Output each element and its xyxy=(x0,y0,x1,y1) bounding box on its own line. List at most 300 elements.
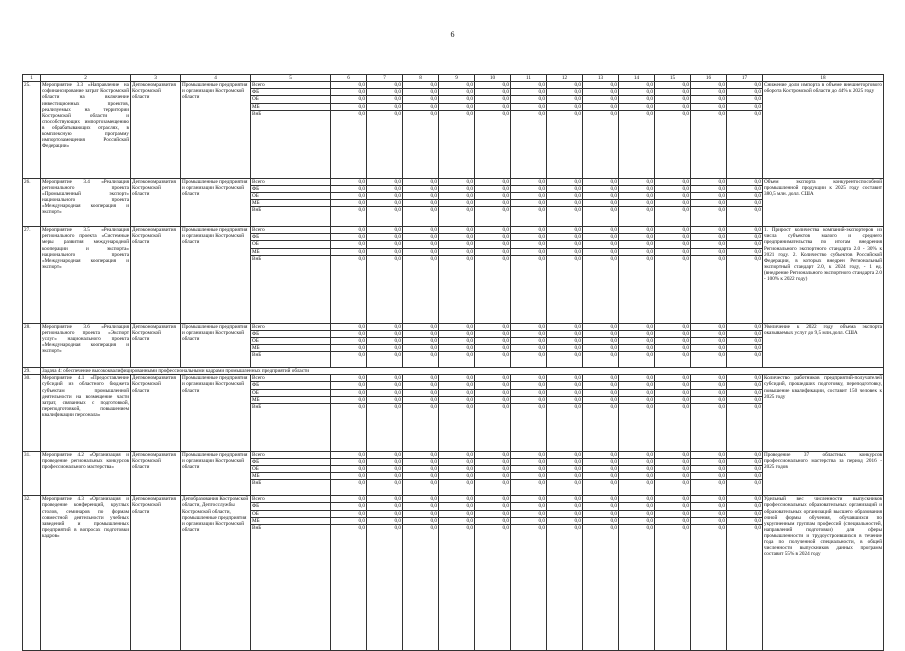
amount-cell: 0,0 xyxy=(511,496,547,503)
amount-cell: 0,0 xyxy=(583,396,619,403)
amount-cell: 0,0 xyxy=(655,496,691,503)
amount-cell: 0,0 xyxy=(619,96,655,103)
amount-cell: 0,0 xyxy=(367,234,403,241)
activity-cell: Мероприятие 4.1 «Предоставление субсидий из областного бюджета субъектам промышленной деятельности на возмещение части затрат, связанных с подготовкой, переподготовкой, повышением квалификации персонала» xyxy=(41,375,131,452)
amount-cell: 0,0 xyxy=(727,323,763,330)
task-row xyxy=(23,368,884,375)
amount-cell: 0,0 xyxy=(691,96,727,103)
amount-cell: 0,0 xyxy=(511,524,547,650)
amount-cell: 0,0 xyxy=(439,178,475,185)
amount-cell: 0,0 xyxy=(619,178,655,185)
amount-cell: 0,0 xyxy=(511,375,547,382)
amount-cell: 0,0 xyxy=(475,185,511,192)
amount-cell: 0,0 xyxy=(727,178,763,185)
amount-cell: 0,0 xyxy=(403,89,439,96)
amount-cell: 0,0 xyxy=(691,375,727,382)
amount-cell: 0,0 xyxy=(367,241,403,248)
amount-cell: 0,0 xyxy=(691,248,727,255)
amount-cell: 0,0 xyxy=(619,345,655,352)
amount-cell: 0,0 xyxy=(511,480,547,496)
amount-cell: 0,0 xyxy=(727,389,763,396)
amount-cell: 0,0 xyxy=(475,234,511,241)
column-header: 15 xyxy=(655,75,691,82)
amount-cell: 0,0 xyxy=(403,517,439,524)
amount-cell: 0,0 xyxy=(691,466,727,473)
amount-cell: 0,0 xyxy=(475,255,511,323)
amount-cell: 0,0 xyxy=(655,248,691,255)
funding-source: ВнБ xyxy=(251,480,331,496)
amount-cell: 0,0 xyxy=(367,110,403,178)
amount-cell: 0,0 xyxy=(619,234,655,241)
row-number: 25. xyxy=(23,82,41,179)
amount-cell: 0,0 xyxy=(655,178,691,185)
amount-cell: 0,0 xyxy=(511,466,547,473)
amount-cell: 0,0 xyxy=(619,255,655,323)
amount-cell: 0,0 xyxy=(547,451,583,458)
amount-cell: 0,0 xyxy=(511,458,547,465)
amount-cell: 0,0 xyxy=(403,241,439,248)
amount-cell: 0,0 xyxy=(511,192,547,199)
amount-cell: 0,0 xyxy=(691,337,727,344)
amount-cell: 0,0 xyxy=(547,192,583,199)
funding-source: ВнБ xyxy=(251,524,331,650)
amount-cell: 0,0 xyxy=(439,496,475,503)
funding-source: ФБ xyxy=(251,185,331,192)
funding-source: Всего xyxy=(251,451,331,458)
amount-cell: 0,0 xyxy=(439,375,475,382)
amount-cell: 0,0 xyxy=(655,524,691,650)
amount-cell: 0,0 xyxy=(439,466,475,473)
amount-cell: 0,0 xyxy=(475,248,511,255)
column-header: 16 xyxy=(691,75,727,82)
amount-cell: 0,0 xyxy=(475,389,511,396)
amount-cell: 0,0 xyxy=(619,403,655,451)
result-cell: Снижение доли импорта в объеме внешнеторгового оборота Костромской области до 44% к 2025 году xyxy=(763,82,884,179)
amount-cell: 0,0 xyxy=(619,503,655,510)
amount-cell: 0,0 xyxy=(727,200,763,207)
amount-cell: 0,0 xyxy=(475,192,511,199)
column-header: 13 xyxy=(583,75,619,82)
funding-source: ФБ xyxy=(251,458,331,465)
column-header: 10 xyxy=(475,75,511,82)
amount-cell: 0,0 xyxy=(403,473,439,480)
amount-cell: 0,0 xyxy=(655,185,691,192)
amount-cell: 0,0 xyxy=(619,517,655,524)
amount-cell: 0,0 xyxy=(547,200,583,207)
amount-cell: 0,0 xyxy=(655,323,691,330)
amount-cell: 0,0 xyxy=(619,496,655,503)
amount-cell: 0,0 xyxy=(583,496,619,503)
amount-cell: 0,0 xyxy=(691,227,727,234)
row-number: 31. xyxy=(23,451,41,496)
task-number: 29. xyxy=(23,368,41,375)
amount-cell: 0,0 xyxy=(691,503,727,510)
amount-cell: 0,0 xyxy=(403,207,439,227)
amount-cell: 0,0 xyxy=(727,466,763,473)
result-cell: Проведение 37 областных конкурсов профессионального мастерства за период 2016 - 2025 годов xyxy=(763,451,884,496)
amount-cell: 0,0 xyxy=(331,375,367,382)
amount-cell: 0,0 xyxy=(655,82,691,89)
page-number: 6 xyxy=(450,30,455,39)
funding-source: ФБ xyxy=(251,382,331,389)
amount-cell: 0,0 xyxy=(403,192,439,199)
amount-cell: 0,0 xyxy=(331,200,367,207)
amount-cell: 0,0 xyxy=(583,466,619,473)
amount-cell: 0,0 xyxy=(439,192,475,199)
amount-cell: 0,0 xyxy=(655,480,691,496)
amount-cell: 0,0 xyxy=(583,458,619,465)
amount-cell: 0,0 xyxy=(547,382,583,389)
amount-cell: 0,0 xyxy=(655,337,691,344)
amount-cell: 0,0 xyxy=(619,89,655,96)
amount-cell: 0,0 xyxy=(583,524,619,650)
amount-cell: 0,0 xyxy=(727,375,763,382)
executor-cell: Депэкономразвития Костромской области xyxy=(131,82,181,179)
amount-cell: 0,0 xyxy=(583,382,619,389)
amount-cell: 0,0 xyxy=(691,82,727,89)
amount-cell: 0,0 xyxy=(439,345,475,352)
amount-cell: 0,0 xyxy=(475,517,511,524)
amount-cell: 0,0 xyxy=(475,207,511,227)
column-header: 8 xyxy=(403,75,439,82)
amount-cell: 0,0 xyxy=(511,451,547,458)
column-header: 2 xyxy=(41,75,131,82)
amount-cell: 0,0 xyxy=(511,255,547,323)
amount-cell: 0,0 xyxy=(727,458,763,465)
column-header: 5 xyxy=(251,75,331,82)
amount-cell: 0,0 xyxy=(331,96,367,103)
amount-cell: 0,0 xyxy=(547,503,583,510)
funding-source: ФБ xyxy=(251,89,331,96)
amount-cell: 0,0 xyxy=(331,524,367,650)
participant-cell: Промышленные предприятия и организации Костромской области xyxy=(181,375,251,452)
column-header: 1 xyxy=(23,75,41,82)
amount-cell: 0,0 xyxy=(511,473,547,480)
row-number: 27. xyxy=(23,227,41,324)
amount-cell: 0,0 xyxy=(727,248,763,255)
amount-cell: 0,0 xyxy=(475,396,511,403)
amount-cell: 0,0 xyxy=(403,337,439,344)
amount-cell: 0,0 xyxy=(475,524,511,650)
amount-cell: 0,0 xyxy=(511,241,547,248)
amount-cell: 0,0 xyxy=(511,352,547,368)
amount-cell: 0,0 xyxy=(619,375,655,382)
amount-cell: 0,0 xyxy=(511,330,547,337)
activity-cell: Мероприятие 3.3 «Направление на софинансирование затрат Костромской области на включение инвестиционных проектов, реализуемых на территории Костромской области и способствующих импортозамещению в обрабатывающих отраслях, в комплексную программу импортозамещения Российской Федерации» xyxy=(41,82,131,179)
amount-cell: 0,0 xyxy=(655,403,691,451)
amount-cell: 0,0 xyxy=(367,185,403,192)
amount-cell: 0,0 xyxy=(727,192,763,199)
amount-cell: 0,0 xyxy=(511,396,547,403)
amount-cell: 0,0 xyxy=(475,96,511,103)
amount-cell: 0,0 xyxy=(367,96,403,103)
amount-cell: 0,0 xyxy=(655,451,691,458)
amount-cell: 0,0 xyxy=(547,496,583,503)
amount-cell: 0,0 xyxy=(727,330,763,337)
amount-cell: 0,0 xyxy=(331,503,367,510)
amount-cell: 0,0 xyxy=(403,396,439,403)
amount-cell: 0,0 xyxy=(583,110,619,178)
amount-cell: 0,0 xyxy=(727,503,763,510)
amount-cell: 0,0 xyxy=(439,473,475,480)
amount-cell: 0,0 xyxy=(583,330,619,337)
amount-cell: 0,0 xyxy=(331,234,367,241)
column-header: 18 xyxy=(763,75,884,82)
amount-cell: 0,0 xyxy=(727,110,763,178)
amount-cell: 0,0 xyxy=(547,330,583,337)
amount-cell: 0,0 xyxy=(691,451,727,458)
amount-cell: 0,0 xyxy=(619,192,655,199)
amount-cell: 0,0 xyxy=(331,110,367,178)
amount-cell: 0,0 xyxy=(475,82,511,89)
amount-cell: 0,0 xyxy=(727,451,763,458)
column-header: 12 xyxy=(547,75,583,82)
amount-cell: 0,0 xyxy=(475,352,511,368)
amount-cell: 0,0 xyxy=(439,503,475,510)
amount-cell: 0,0 xyxy=(331,451,367,458)
amount-cell: 0,0 xyxy=(331,473,367,480)
amount-cell: 0,0 xyxy=(403,103,439,110)
amount-cell: 0,0 xyxy=(655,200,691,207)
amount-cell: 0,0 xyxy=(655,255,691,323)
column-header: 7 xyxy=(367,75,403,82)
result-cell: 1. Прирост количества компаний-экспортеров из числа субъектов малого и среднего предпринимательства по итогам внедрения Регионального экспортного стандарта 2.0 - 30% к 2021 году. 2. Количество субъектов Российской Федерации, в которых внедрен Региональный экспортный стандарт 2.0, к 2024 году, - 1 ед. (внедрение Регионального экспортного стандарта 2.0 - 100% к 2022 году) xyxy=(763,227,884,324)
funding-source: Всего xyxy=(251,323,331,330)
amount-cell: 0,0 xyxy=(331,382,367,389)
amount-cell: 0,0 xyxy=(547,207,583,227)
funding-source: ОБ xyxy=(251,389,331,396)
amount-cell: 0,0 xyxy=(475,458,511,465)
funding-source: МБ xyxy=(251,473,331,480)
amount-cell: 0,0 xyxy=(439,517,475,524)
amount-cell: 0,0 xyxy=(511,110,547,178)
column-header: 11 xyxy=(511,75,547,82)
amount-cell: 0,0 xyxy=(439,458,475,465)
amount-cell: 0,0 xyxy=(691,103,727,110)
amount-cell: 0,0 xyxy=(331,185,367,192)
amount-cell: 0,0 xyxy=(583,234,619,241)
amount-cell: 0,0 xyxy=(583,323,619,330)
amount-cell: 0,0 xyxy=(619,185,655,192)
activity-cell: Мероприятие 3.4 «Реализация регионального проекта «Промышленный экспорт» национального проекта «Международная кооперация и экспорт» xyxy=(41,178,131,227)
amount-cell: 0,0 xyxy=(511,103,547,110)
funding-source: ВнБ xyxy=(251,352,331,368)
amount-cell: 0,0 xyxy=(475,403,511,451)
amount-cell: 0,0 xyxy=(367,403,403,451)
amount-cell: 0,0 xyxy=(619,207,655,227)
amount-cell: 0,0 xyxy=(475,345,511,352)
amount-cell: 0,0 xyxy=(691,496,727,503)
amount-cell: 0,0 xyxy=(727,89,763,96)
amount-cell: 0,0 xyxy=(367,466,403,473)
amount-cell: 0,0 xyxy=(511,337,547,344)
amount-cell: 0,0 xyxy=(691,510,727,517)
amount-cell: 0,0 xyxy=(403,375,439,382)
table-row xyxy=(23,451,884,458)
amount-cell: 0,0 xyxy=(475,451,511,458)
funding-source: ОБ xyxy=(251,466,331,473)
amount-cell: 0,0 xyxy=(547,524,583,650)
amount-cell: 0,0 xyxy=(367,451,403,458)
amount-cell: 0,0 xyxy=(655,330,691,337)
amount-cell: 0,0 xyxy=(475,503,511,510)
amount-cell: 0,0 xyxy=(331,403,367,451)
amount-cell: 0,0 xyxy=(403,345,439,352)
result-cell: Объем экспорта конкурентоспособной промышленной продукции к 2025 году составит 380,5 млн. долл. США xyxy=(763,178,884,227)
amount-cell: 0,0 xyxy=(619,510,655,517)
amount-cell: 0,0 xyxy=(655,352,691,368)
amount-cell: 0,0 xyxy=(331,103,367,110)
amount-cell: 0,0 xyxy=(655,503,691,510)
executor-cell: Депэкономразвития Костромской области xyxy=(131,496,181,651)
executor-cell: Депэкономразвития Костромской области xyxy=(131,178,181,227)
amount-cell: 0,0 xyxy=(367,458,403,465)
amount-cell: 0,0 xyxy=(583,103,619,110)
amount-cell: 0,0 xyxy=(403,403,439,451)
amount-cell: 0,0 xyxy=(583,96,619,103)
amount-cell: 0,0 xyxy=(691,396,727,403)
executor-cell: Депэкономразвития Костромской области xyxy=(131,451,181,496)
amount-cell: 0,0 xyxy=(583,352,619,368)
amount-cell: 0,0 xyxy=(691,110,727,178)
amount-cell: 0,0 xyxy=(691,458,727,465)
amount-cell: 0,0 xyxy=(367,255,403,323)
amount-cell: 0,0 xyxy=(547,473,583,480)
amount-cell: 0,0 xyxy=(439,352,475,368)
amount-cell: 0,0 xyxy=(403,496,439,503)
amount-cell: 0,0 xyxy=(475,110,511,178)
amount-cell: 0,0 xyxy=(475,510,511,517)
amount-cell: 0,0 xyxy=(403,458,439,465)
amount-cell: 0,0 xyxy=(403,110,439,178)
amount-cell: 0,0 xyxy=(367,352,403,368)
amount-cell: 0,0 xyxy=(367,323,403,330)
amount-cell: 0,0 xyxy=(331,496,367,503)
amount-cell: 0,0 xyxy=(331,227,367,234)
amount-cell: 0,0 xyxy=(367,330,403,337)
result-cell: Удельный вес численности выпускников профессиональных образовательных организаций и образовательных организаций высшего образования очной формы обучения, обучавшихся по укрупненным группам профессий (специальностей, направлений подготовки) для сферы промышленности и трудоустроившихся в течение года по полученной специальности, в общей численности выпускников данных программ составит 55% в 2024 году xyxy=(763,496,884,651)
amount-cell: 0,0 xyxy=(403,227,439,234)
amount-cell: 0,0 xyxy=(691,382,727,389)
amount-cell: 0,0 xyxy=(655,110,691,178)
amount-cell: 0,0 xyxy=(619,248,655,255)
amount-cell: 0,0 xyxy=(367,207,403,227)
column-header: 4 xyxy=(181,75,251,82)
amount-cell: 0,0 xyxy=(511,389,547,396)
executor-cell: Депэкономразвития Костромской области xyxy=(131,375,181,452)
funding-source: ОБ xyxy=(251,96,331,103)
amount-cell: 0,0 xyxy=(403,234,439,241)
amount-cell: 0,0 xyxy=(691,323,727,330)
activity-cell: Мероприятие 3.6 «Реализация регионального проекта «Экспорт услуг» национального проекта «Международная кооперация и экспорт» xyxy=(41,323,131,368)
activity-cell: Мероприятие 3.5 «Реализация регионального проекта «Системные меры развития международной кооперации и экспорта» национального проекта «Международная кооперация и экспорт» xyxy=(41,227,131,324)
amount-cell: 0,0 xyxy=(583,503,619,510)
amount-cell: 0,0 xyxy=(619,473,655,480)
amount-cell: 0,0 xyxy=(727,396,763,403)
amount-cell: 0,0 xyxy=(583,510,619,517)
amount-cell: 0,0 xyxy=(475,241,511,248)
amount-cell: 0,0 xyxy=(403,352,439,368)
amount-cell: 0,0 xyxy=(727,255,763,323)
amount-cell: 0,0 xyxy=(583,178,619,185)
amount-cell: 0,0 xyxy=(367,480,403,496)
amount-cell: 0,0 xyxy=(331,352,367,368)
amount-cell: 0,0 xyxy=(583,207,619,227)
amount-cell: 0,0 xyxy=(547,185,583,192)
table-row xyxy=(23,227,884,234)
amount-cell: 0,0 xyxy=(619,352,655,368)
amount-cell: 0,0 xyxy=(547,241,583,248)
amount-cell: 0,0 xyxy=(583,89,619,96)
amount-cell: 0,0 xyxy=(547,227,583,234)
amount-cell: 0,0 xyxy=(655,207,691,227)
amount-cell: 0,0 xyxy=(655,375,691,382)
amount-cell: 0,0 xyxy=(727,345,763,352)
amount-cell: 0,0 xyxy=(439,185,475,192)
amount-cell: 0,0 xyxy=(655,345,691,352)
amount-cell: 0,0 xyxy=(475,323,511,330)
amount-cell: 0,0 xyxy=(403,330,439,337)
amount-cell: 0,0 xyxy=(691,403,727,451)
amount-cell: 0,0 xyxy=(331,396,367,403)
amount-cell: 0,0 xyxy=(439,248,475,255)
amount-cell: 0,0 xyxy=(727,337,763,344)
amount-cell: 0,0 xyxy=(727,473,763,480)
amount-cell: 0,0 xyxy=(475,480,511,496)
amount-cell: 0,0 xyxy=(331,89,367,96)
row-number: 28. xyxy=(23,323,41,368)
amount-cell: 0,0 xyxy=(727,103,763,110)
amount-cell: 0,0 xyxy=(439,524,475,650)
amount-cell: 0,0 xyxy=(583,337,619,344)
amount-cell: 0,0 xyxy=(439,255,475,323)
funding-source: Всего xyxy=(251,496,331,503)
amount-cell: 0,0 xyxy=(403,389,439,396)
amount-cell: 0,0 xyxy=(367,473,403,480)
amount-cell: 0,0 xyxy=(511,503,547,510)
amount-cell: 0,0 xyxy=(511,510,547,517)
activity-cell: Мероприятие 4.3 «Организация и проведение конференций, круглых столов, семинаров по формам совместной деятельности учебных заведений и промышленных предприятий в вопросах подготовки кадров» xyxy=(41,496,131,651)
amount-cell: 0,0 xyxy=(691,234,727,241)
amount-cell: 0,0 xyxy=(403,323,439,330)
table-row xyxy=(23,323,884,330)
amount-cell: 0,0 xyxy=(547,396,583,403)
table-row xyxy=(23,82,884,89)
table-row xyxy=(23,375,884,382)
amount-cell: 0,0 xyxy=(403,248,439,255)
row-number: 26. xyxy=(23,178,41,227)
amount-cell: 0,0 xyxy=(547,96,583,103)
amount-cell: 0,0 xyxy=(475,382,511,389)
funding-source: ФБ xyxy=(251,503,331,510)
amount-cell: 0,0 xyxy=(619,103,655,110)
amount-cell: 0,0 xyxy=(475,89,511,96)
funding-source: Всего xyxy=(251,227,331,234)
amount-cell: 0,0 xyxy=(619,382,655,389)
amount-cell: 0,0 xyxy=(691,524,727,650)
amount-cell: 0,0 xyxy=(727,96,763,103)
amount-cell: 0,0 xyxy=(619,480,655,496)
amount-cell: 0,0 xyxy=(619,227,655,234)
amount-cell: 0,0 xyxy=(727,382,763,389)
amount-cell: 0,0 xyxy=(367,200,403,207)
amount-cell: 0,0 xyxy=(367,227,403,234)
amount-cell: 0,0 xyxy=(403,503,439,510)
amount-cell: 0,0 xyxy=(331,330,367,337)
amount-cell: 0,0 xyxy=(655,89,691,96)
amount-cell: 0,0 xyxy=(511,248,547,255)
amount-cell: 0,0 xyxy=(403,480,439,496)
